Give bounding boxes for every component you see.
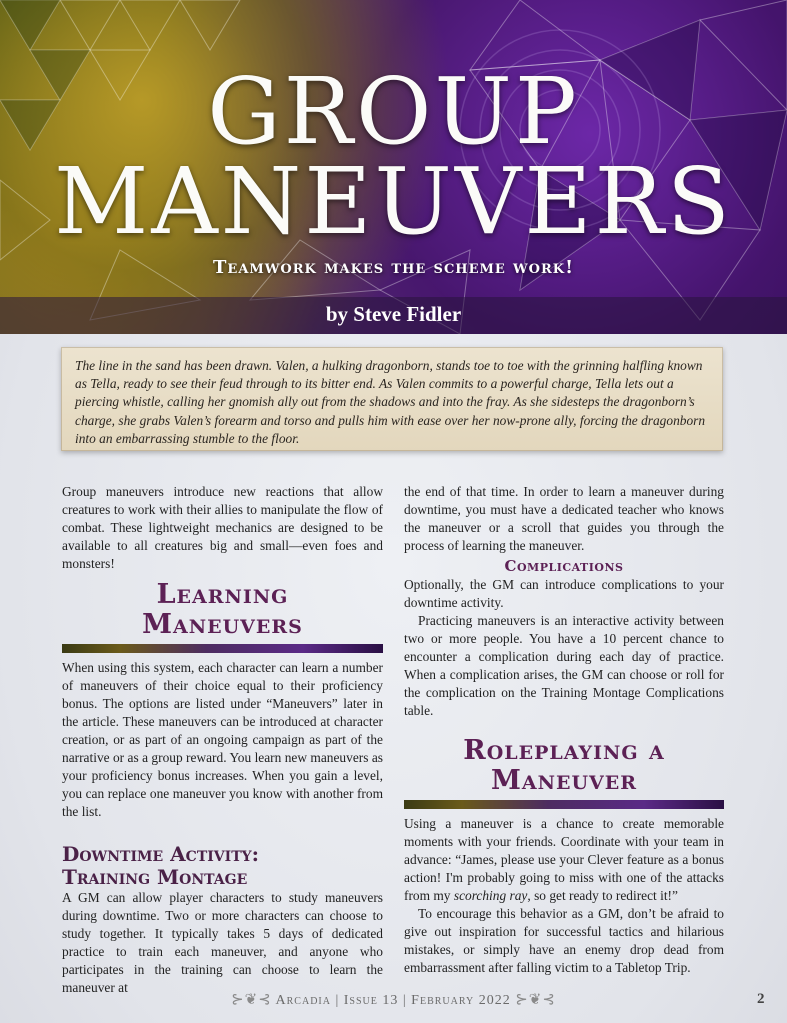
paragraph-complications-1: Optionally, the GM can introduce complications to your downtime activity. [404, 577, 724, 610]
heading-learning-maneuvers [62, 580, 383, 640]
heading-complications: Complications [504, 557, 624, 575]
tagline: Teamwork makes the scheme work! [213, 257, 574, 278]
paragraph-downtime-cont: the end of that time. In order to learn a maneuver during downtime, you must have a dedicated teacher who knows the maneuver or a scroll that guides you through the process of learning the maneuver. [404, 484, 724, 553]
heading-roleplaying-line2: Maneuver [490, 765, 638, 796]
footer-text: Arcadia | Issue 13 | February 2022 [275, 993, 511, 1008]
footer [0, 990, 787, 1009]
heading-downtime-line2: Training Montage [62, 865, 248, 889]
intro-box: The line in the sand has been drawn. Valen, a hulking dragonborn, stands toe to toe with the grinning halfling known as Tella, ready to see their feud through to its bitter end. As Valen commits to a powerful charge, Tella lets out a piercing whistle, calling her gnomish ally out from the shadows and into the fray. As she sidesteps the dragonborn’s charge, she grabs Valen’s forearm and torso and pulls him with ease over her now-prone ally, forcing the dragonborn into an embarrassing stumble to the floor. [61, 347, 723, 451]
heading-roleplaying-line1: Roleplaying a [463, 735, 665, 766]
section-divider [404, 800, 724, 809]
footer-ornament-left-icon: ⊱❦⊰ [231, 992, 272, 1008]
title-line-2: MANEUVERS [54, 148, 733, 255]
paragraph-roleplaying-2: To encourage this behavior as a GM, don’t be afraid to give out inspiration for successful tactics and hilarious mistakes, or simply have an enemy drop dead from embarrassment after falling victim to a Tabletop Trip. [404, 906, 724, 975]
spell-name: scorching ray [453, 888, 528, 903]
paragraph-roleplaying-1 [404, 815, 724, 905]
footer-ornament-right-icon: ⊱❦⊰ [515, 992, 556, 1008]
paragraph-downtime: A GM can allow player characters to study maneuvers during downtime. Two or more characters can choose to study together. It typically takes 5 days of dedicated practice to train each maneuver, and anyone who participates in the training can choose to learn the maneuver at [62, 890, 383, 995]
page-number: 2 [757, 991, 765, 1007]
paragraph-intro: Group maneuvers introduce new reactions that allow creatures to work with their allies to manipulate the flow of combat. These lightweight mechanics are designed to be available to all creatures big and small—even foes and monsters! [62, 484, 383, 571]
title-line-1: GROUP [207, 58, 580, 165]
heading-downtime-line1: Downtime Activity: [62, 842, 259, 866]
header-banner [0, 0, 787, 334]
roleplaying-text-end: , so get ready to redirect it!” [527, 888, 678, 903]
heading-roleplaying [404, 736, 724, 796]
heading-learning-line1: Learning [156, 579, 289, 610]
right-column [404, 483, 724, 977]
heading-learning-line2: Maneuvers [142, 609, 303, 640]
paragraph-learning: When using this system, each character can learn a number of maneuvers of their choice equal to their proficiency bonus. The options are listed under “Maneuvers” later in the article. These maneuvers can be introduced at character creation, or as part of an ongoing campaign as part of the narrative or as a group reward. You learn new maneuvers as your proficiency bonus increases. When you gain a level, you can replace one maneuver you know with another from the list. [62, 660, 383, 819]
paragraph-complications-2: Practicing maneuvers is an interactive activity between two or more people. You have a 10 percent chance to encounter a complication during each day of practice. When a complication arises, the GM can choose or roll for the complication on the Training Montage Complications table. [404, 613, 724, 718]
section-divider [62, 644, 383, 653]
roleplaying-text: Using a maneuver is a chance to create memorable moments with your friends. Coordinate with your team in advance: “James, please use your Clever feature as a bonus action! I'm probably going to miss with one of the attacks from my [404, 816, 724, 903]
left-column [62, 483, 383, 997]
heading-downtime-activity [62, 843, 383, 889]
byline: by Steve Fidler [325, 302, 462, 326]
